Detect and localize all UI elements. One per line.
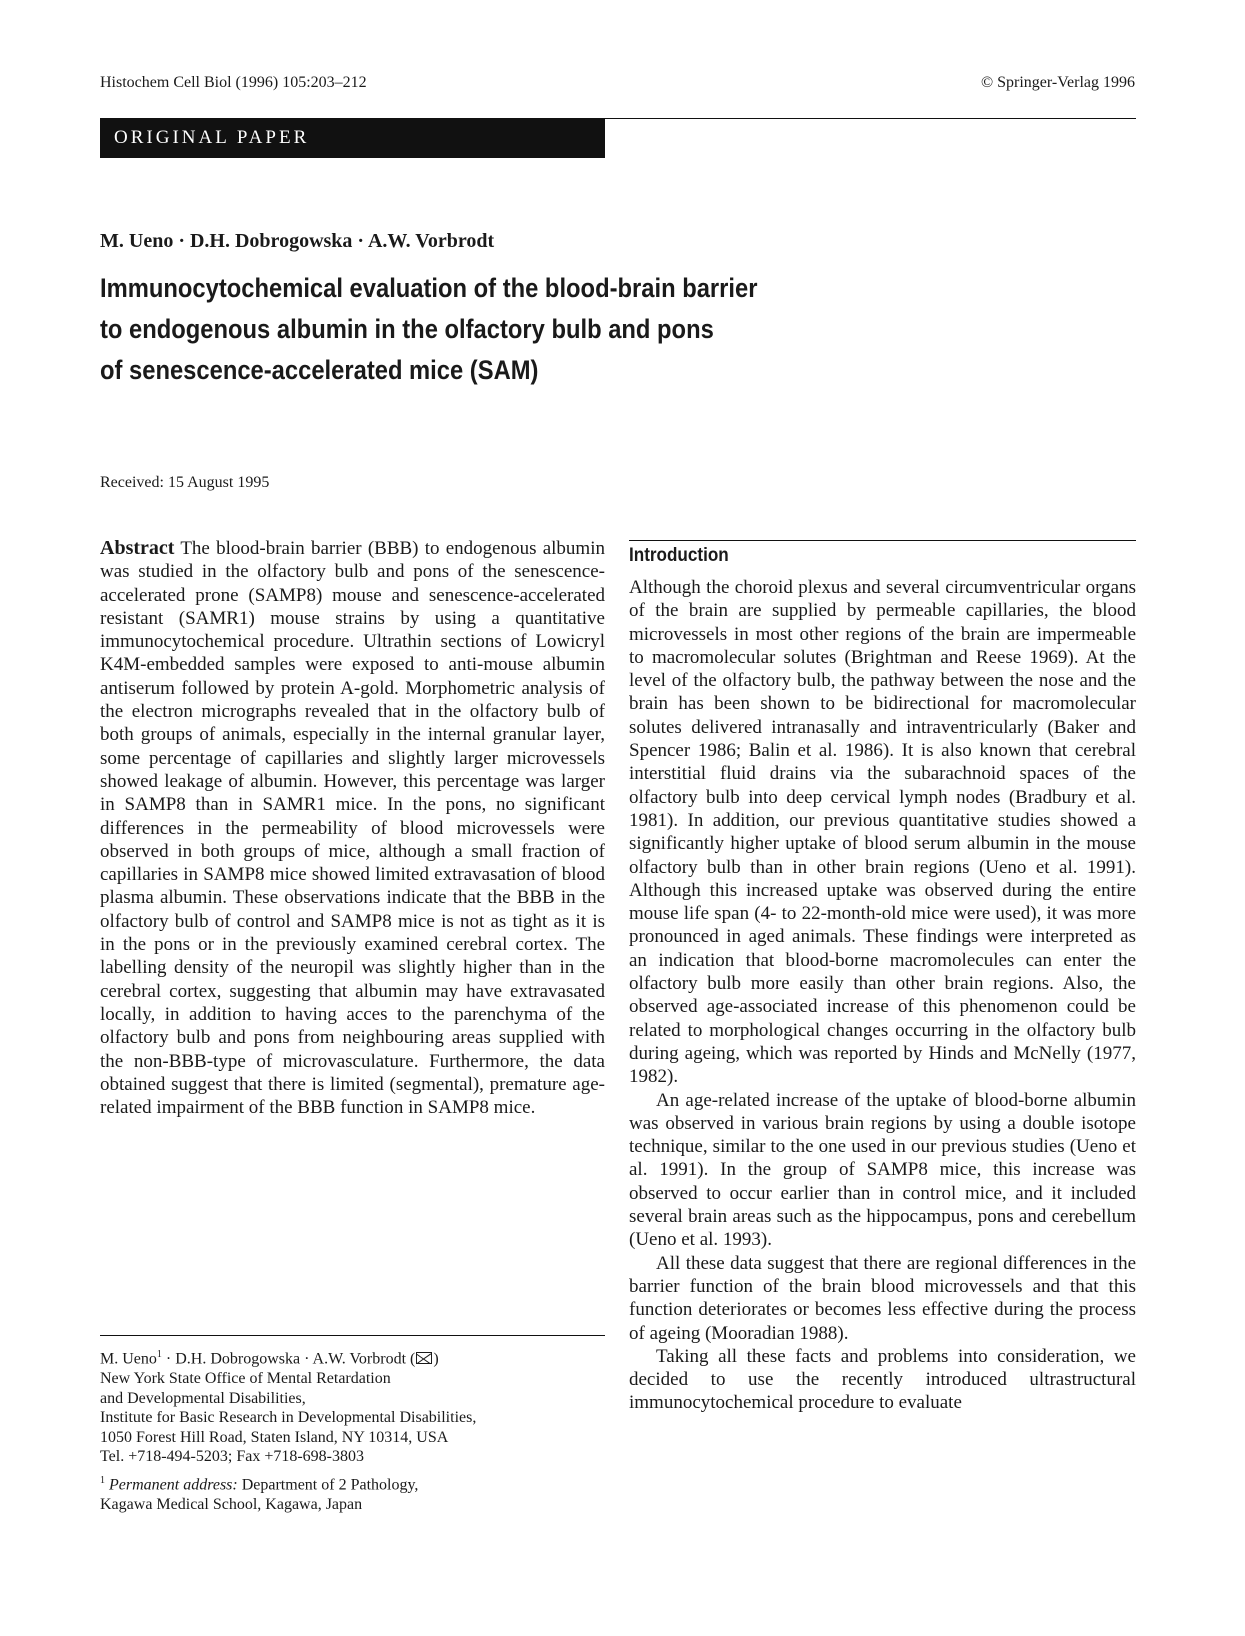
- author-affiliation-footnote: [100, 1345, 605, 1514]
- permanent-address-line: $^1$ Permanent address: Department of 2 Pathology,: [100, 1474, 419, 1494]
- affiliation-line: New York State Office of Mental Retardation: [100, 1369, 391, 1387]
- permanent-address-line: Kagawa Medical School, Kagawa, Japan: [100, 1495, 363, 1513]
- abstract-text: The blood-brain barrier (BBB) to endogenous albumin was studied in the olfactory bulb and pons of the senescence-accelerated prone (SAMP8) mouse and senescence-accelerated resistant (SAMR1) mouse strains by using a quantitative immunocytochemical procedure. Ultrathin sections of Lowicryl K4M-embedded samples were exposed to anti-mouse albumin antiserum followed by protein A-gold. Morphometric analysis of the electron micrographs revealed that in the olfactory bulb of both groups of animals, especially in the internal granular layer, some percentage of capillaries and slightly larger microvessels showed leakage of albumin. However, this percentage was larger in SAMP8 than in SAMR1 mice. In the pons, no significant differences in the permeability of blood microvessels were observed in both groups of mice, although a small fraction of capillaries in SAMP8 mice showed limited extravasation of blood plasma albumin. These observations indicate that the BBB in the olfactory bulb of control and SAMP8 mice is not as tight as it is in the pons or in the previously examined cerebral cortex. The labelling density of the neuropil was slightly higher than in the cerebral cortex, suggesting that albumin may have extravasated locally, in addition to having acces to the parenchyma of the olfactory bulb and pons from neighbouring areas supplied with the non-BBB-type of microvasculature. Furthermore, the data obtained suggest that there is limited (segmental), premature age-related impairment of the BBB function in SAMP8 mice.: [100, 538, 605, 1119]
- title-line: of senescence-accelerated mice (SAM): [100, 355, 539, 385]
- publisher-copyright: © Springer-Verlag 1996: [980, 74, 1135, 91]
- abstract-label: Abstract: [100, 537, 175, 559]
- journal-citation: Histochem Cell Biol (1996) 105:203–212: [100, 74, 367, 91]
- title-line: Immunocytochemical evaluation of the blood-brain barrier: [100, 273, 758, 303]
- affiliation-line: Tel. +718-494-5203; Fax +718-698-3803: [100, 1448, 365, 1466]
- introduction-section: [629, 576, 1136, 1415]
- footnote-authors-line: M. Ueno$^1$ · D.H. Dobrogowska · A.W. Vorbrodt ( ): [100, 1349, 439, 1368]
- footnote-rule: [100, 1335, 605, 1336]
- article-title: [100, 268, 892, 391]
- author-list: M. Ueno · D.H. Dobrogowska · A.W. Vorbrodt: [100, 230, 495, 252]
- affiliation-line: Institute for Basic Research in Developmental Disabilities,: [100, 1409, 477, 1427]
- abstract-paragraph: [100, 537, 605, 1119]
- affiliation-line: and Developmental Disabilities,: [100, 1389, 306, 1407]
- title-line: to endogenous albumin in the olfactory bulb and pons: [100, 314, 714, 344]
- abstract-section: [100, 537, 605, 1119]
- introduction-rule: [629, 540, 1136, 541]
- affiliation-line: 1050 Forest Hill Road, Staten Island, NY 10314, USA: [100, 1428, 449, 1446]
- received-date: Received: 15 August 1995: [100, 474, 270, 491]
- header-rule: [605, 118, 1136, 119]
- introduction-paragraph: Although the choroid plexus and several circumventricular organs of the brain are supplied by permeable capillaries, the blood microvessels in most other regions of the brain are impermeable to macromolecular solutes (Brightman and Reese 1969). At the level of the olfactory bulb, the pathway between the nose and the brain has been shown to be bidirectional for macromolecular solutes delivered intranasally and intraventricularly (Baker and Spencer 1986; Balin et al. 1986). It is also known that cerebral interstitial fluid drains via the subarachnoid spaces of the olfactory bulb into deep cervical lymph nodes (Bradbury et al. 1981). In addition, our previous quantitative studies showed a significantly higher uptake of blood serum albumin in the mouse olfactory bulb than in other brain regions (Ueno et al. 1991). Although this increased uptake was observed during the entire mouse life span (4- to 22-month-old mice were used), it was more pronounced in aged animals. These findings were interpreted as an indication that blood-borne macromolecules can enter the olfactory bulb more easily than other brain regions. Also, the observed age-associated increase of this phenomenon could be related to morphological changes occurring in the olfactory bulb during ageing, which was reported by Hinds and McNelly (1977, 1982).: [629, 577, 1136, 1088]
- introduction-paragraph: All these data suggest that there are regional differences in the barrier function of the brain blood microvessels and that this function deteriorates or becomes less effective during the process of ageing (Mooradian 1988).: [629, 1252, 1136, 1344]
- introduction-paragraph: Taking all these facts and problems into consideration, we decided to use the recently introduced ultrastructural immunocytochemical procedure to evaluate: [629, 1345, 1136, 1414]
- section-label: ORIGINAL PAPER: [100, 118, 605, 158]
- introduction-paragraph: An age-related increase of the uptake of blood-borne albumin was observed in various brain regions by using a double isotope technique, similar to the one used in our previous studies (Ueno et al. 1991). In the group of SAMP8 mice, this increase was observed to occur earlier than in control mice, and it included several brain areas such as the hippocampus, pons and cerebellum (Ueno et al. 1993).: [629, 1089, 1136, 1251]
- introduction-heading: Introduction: [629, 545, 729, 566]
- envelope-icon: [416, 1352, 432, 1364]
